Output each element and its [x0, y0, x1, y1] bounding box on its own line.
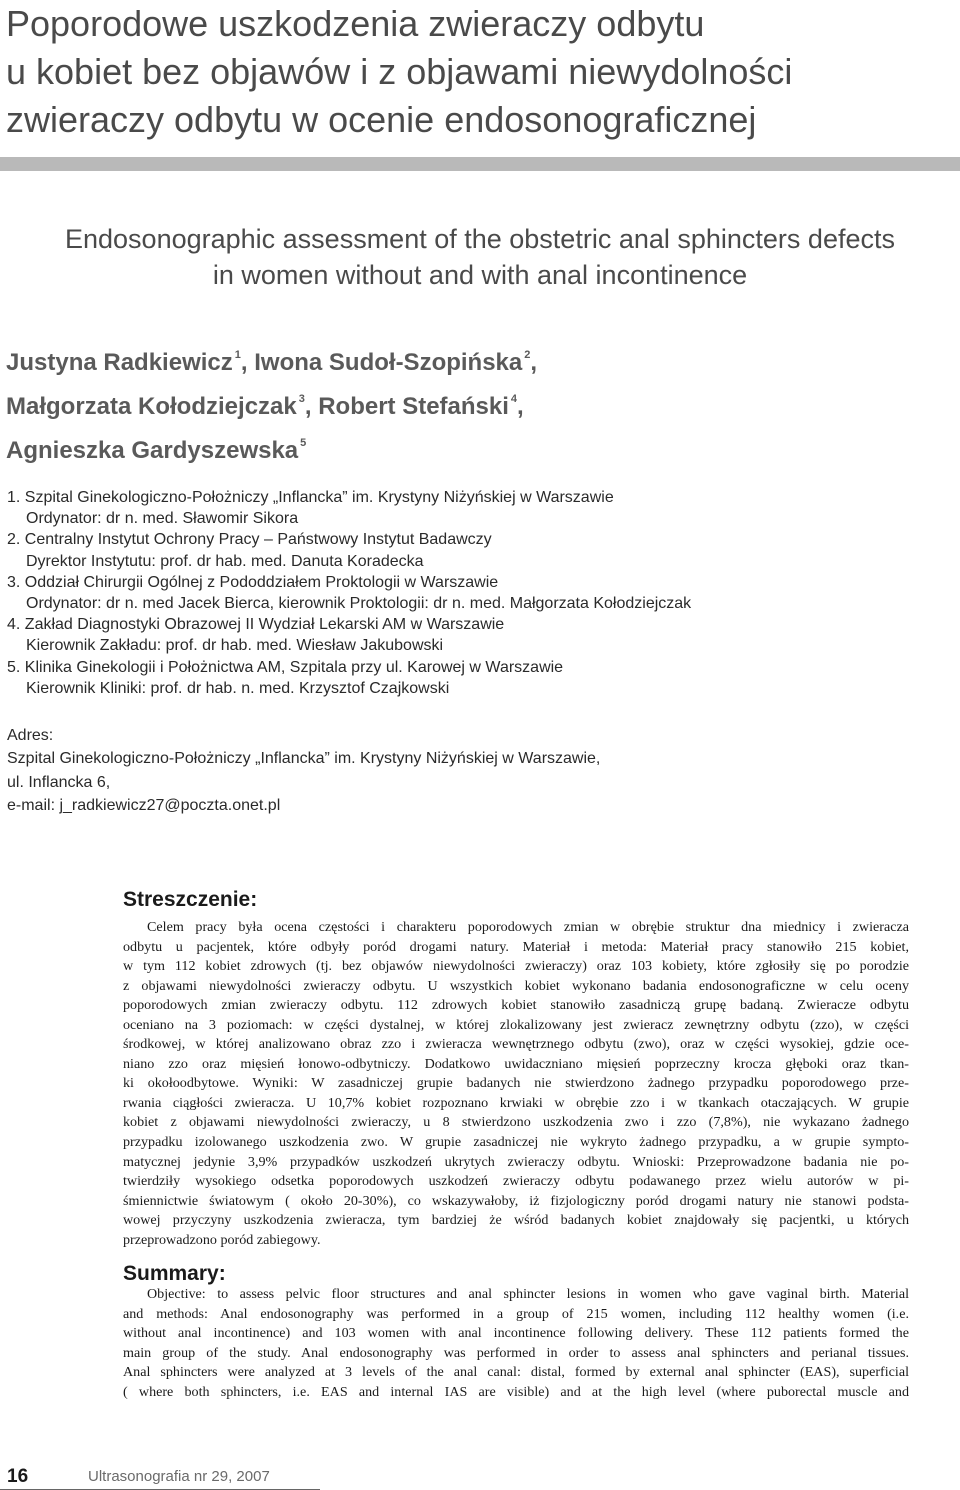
abstract-line: matycznej jedynie 3,9% przypadków uszkodzeń ukrytych zwieraczy odbytu. Wnioski: Przeprowadzone badania nie po-: [123, 1153, 909, 1170]
abstract-line: niano zzo oraz mięsień łonowo-odbytniczy. Dodatkowo uwidaczniano mięsień poprzeczny krocza głęboki oraz tkan-: [123, 1055, 909, 1072]
author-line: [6, 381, 946, 425]
address-line: Szpital Ginekologiczno-Położniczy „Inflancka” im. Krystyny Niżyńskiej w Warszawie,: [7, 750, 601, 768]
summary-heading: Summary:: [123, 1262, 226, 1285]
page-number: 16: [7, 1466, 29, 1487]
abstract-line: rwania ciągłości zwieracza. U 10,7% kobiet rozpoznano krwiaki w obrębie zzo i w tkankach otaczających. W grupie: [123, 1094, 909, 1111]
abstract-line: śmiennictwie światowym ( około 20-30%), co wskazywałoby, iż fizjologiczny poród drogami natury nie stanowi podsta-: [123, 1192, 909, 1209]
abstract-line: ki okołoodbytowe. Wyniki: W zasadniczej grupie badanych nie stwierdzono żadnego przypadku poporodowego prze-: [123, 1075, 909, 1092]
abstract-line: Anal sphincters were analyzed at 3 levels of the anal canal: distal, formed by external anal sphincter (EAS), superficial: [123, 1364, 909, 1381]
author-name: Justyna Radkiewicz: [6, 349, 233, 376]
author-list: [6, 337, 946, 469]
abstract-line: środkowej, w której analizowano obraz zzo i zwieracza wewnętrznego odbytu (zwo), oraz w części wysokiej, gdzie oce-: [123, 1036, 909, 1053]
affiliation-head: Dyrektor Instytutu: prof. dr hab. med. Danuta Koradecka: [26, 552, 424, 570]
affiliation-list: [7, 487, 947, 699]
affiliation-line: 5. Klinika Ginekologii i Położnictwa AM, Szpitala przy ul. Karowej w Warszawie: [7, 658, 564, 676]
abstract-line: w tym 112 kobiet zdrowych (tj. bez objawów niewydolności zwieraczy) oraz 103 kobiety, które zgłosiły się po porodzie: [123, 958, 909, 975]
abstract-line: odbytu u pacjentek, które odbyły poród drogami natury. Materiał i metoda: Materiał pracy stanowiło 215 kobiet,: [123, 938, 909, 955]
title-line: zwieraczy odbytu w ocenie endosonograficznej: [6, 99, 757, 140]
abstract-line: ( where both sphincters, i.e. EAS and internal IAS are visible) and at the high level (where puborectal muscle and: [123, 1383, 909, 1400]
affiliation-line: 3. Oddział Chirurgii Ogólnej z Pododdziałem Proktologii w Warszawie: [7, 573, 499, 591]
author-affiliation-ref: 2: [524, 349, 531, 361]
abstract-line: poporodowych zmian zwieraczy odbytu. 112 zdrowych kobiet stanowiło zasadniczą grupę badaną. Zwieracze odbytu: [123, 997, 909, 1014]
abstract-line: kobiet z objawami niewydolności zwieraczy, u 8 stwierdzono uszkodzenia zwo i zzo (7,8%), nie wykazano żadnego: [123, 1114, 909, 1131]
address-label: Adres:: [7, 727, 54, 744]
author-affiliation-ref: 3: [298, 393, 305, 405]
address-line: ul. Inflancka 6,: [7, 773, 111, 791]
correspondence-address: [7, 724, 947, 818]
affiliation-head: Kierownik Kliniki: prof. dr hab. n. med. Krzysztof Czajkowski: [26, 679, 450, 697]
author-name: Agnieszka Gardyszewska: [6, 437, 299, 464]
author-name: Iwona Sudoł-Szopińska: [254, 349, 523, 376]
summary-text: [123, 1285, 909, 1402]
author-line: [6, 337, 946, 381]
abstract-line: Objective: to assess pelvic floor structures and anal sphincter lesions in women who gave vaginal birth. Material: [147, 1286, 909, 1302]
author-name: Małgorzata Kołodziejczak: [6, 393, 297, 420]
title-line: Poporodowe uszkodzenia zwieraczy odbytu: [6, 3, 705, 44]
abstract-line: without anal incontinence) and 103 women with anal incontinence following delivery. These 112 patients formed the: [123, 1325, 909, 1342]
author-line: [6, 425, 946, 469]
author-separator: ,: [304, 393, 319, 420]
address-email: e-mail: j_radkiewicz27@poczta.onet.pl: [7, 797, 281, 815]
author-affiliation-ref: 1: [234, 349, 241, 361]
author-affiliation-ref: 4: [510, 393, 518, 405]
author-affiliation-ref: 5: [300, 437, 307, 449]
streszczenie-text: [123, 918, 909, 1250]
journal-citation: Ultrasonografia nr 29, 2007: [88, 1468, 270, 1485]
abstract-line: twierdziły wysokiego odsetka poporodowych uszkodzeń zwieraczy odbytu podawanego przez wielu autorów w pi-: [123, 1173, 909, 1190]
author-separator: ,: [517, 393, 524, 420]
author-name: Robert Stefański: [318, 393, 509, 420]
article-title-english: [0, 221, 960, 293]
affiliation-head: Ordynator: dr n. med. Sławomir Sikora: [26, 510, 299, 528]
abstract-line: and methods: Anal endosonography was performed in a group of 215 women, including 112 healthy women (i.e.: [123, 1305, 909, 1322]
author-separator: ,: [240, 349, 255, 376]
abstract-line: przypadku izolowanego uszkodzenia zwo. W grupie zasadniczej nie wykryto żadnego przypadku, a w grupie sympto-: [123, 1134, 909, 1151]
title-line: in women without and with anal incontinence: [212, 260, 748, 290]
affiliation-line: 2. Centralny Instytut Ochrony Pracy – Państwowy Instytut Badawczy: [7, 531, 492, 549]
affiliation-line: 1. Szpital Ginekologiczno-Położniczy „Inflancka” im. Krystyny Niżyńskiej w Warszawie: [7, 489, 614, 506]
author-separator: ,: [530, 349, 538, 376]
title-line: Endosonographic assessment of the obstetric anal sphincters defects: [65, 224, 895, 254]
title-divider-bar: [0, 157, 960, 171]
article-title-polish: [6, 0, 956, 144]
title-line: u kobiet bez objawów i z objawami niewydolności: [6, 51, 793, 92]
abstract-line: przeprowadzono poród zabiegowy.: [123, 1231, 321, 1248]
abstract-line: wowej przyczyny uszkodzenia zwieracza, tym bardziej że wśród badanych kobiet znajdowały się pacjentki, u których: [123, 1212, 909, 1229]
affiliation-head: Ordynator: dr n. med Jacek Bierca, kierownik Proktologii: dr n. med. Małgorzata Kołodziejczak: [26, 595, 692, 613]
abstract-line: oceniano na 3 poziomach: w części dystalnej, w której zlokalizowany jest zwieracz zewnętrzny odbytu (zzo), w części: [123, 1016, 909, 1033]
abstract-line: Celem pracy była ocena częstości i charakteru poporodowych zmian w obrębie struktur dna miednicy i zwieracza: [147, 919, 909, 935]
abstract-line: main group of the study. Anal endosonography was performed in order to assess anal sphincters and perianal tissues.: [123, 1344, 909, 1361]
affiliation-head: Kierownik Zakładu: prof. dr hab. med. Wiesław Jakubowski: [26, 637, 444, 655]
abstract-line: z objawami niewydolności zwieraczy odbytu. U wszystkich kobiet wykonano badania endosonograficzne w celu oceny: [123, 977, 909, 994]
streszczenie-heading: Streszczenie:: [123, 888, 258, 911]
affiliation-line: 4. Zakład Diagnostyki Obrazowej II Wydział Lekarski AM w Warszawie: [7, 616, 505, 634]
